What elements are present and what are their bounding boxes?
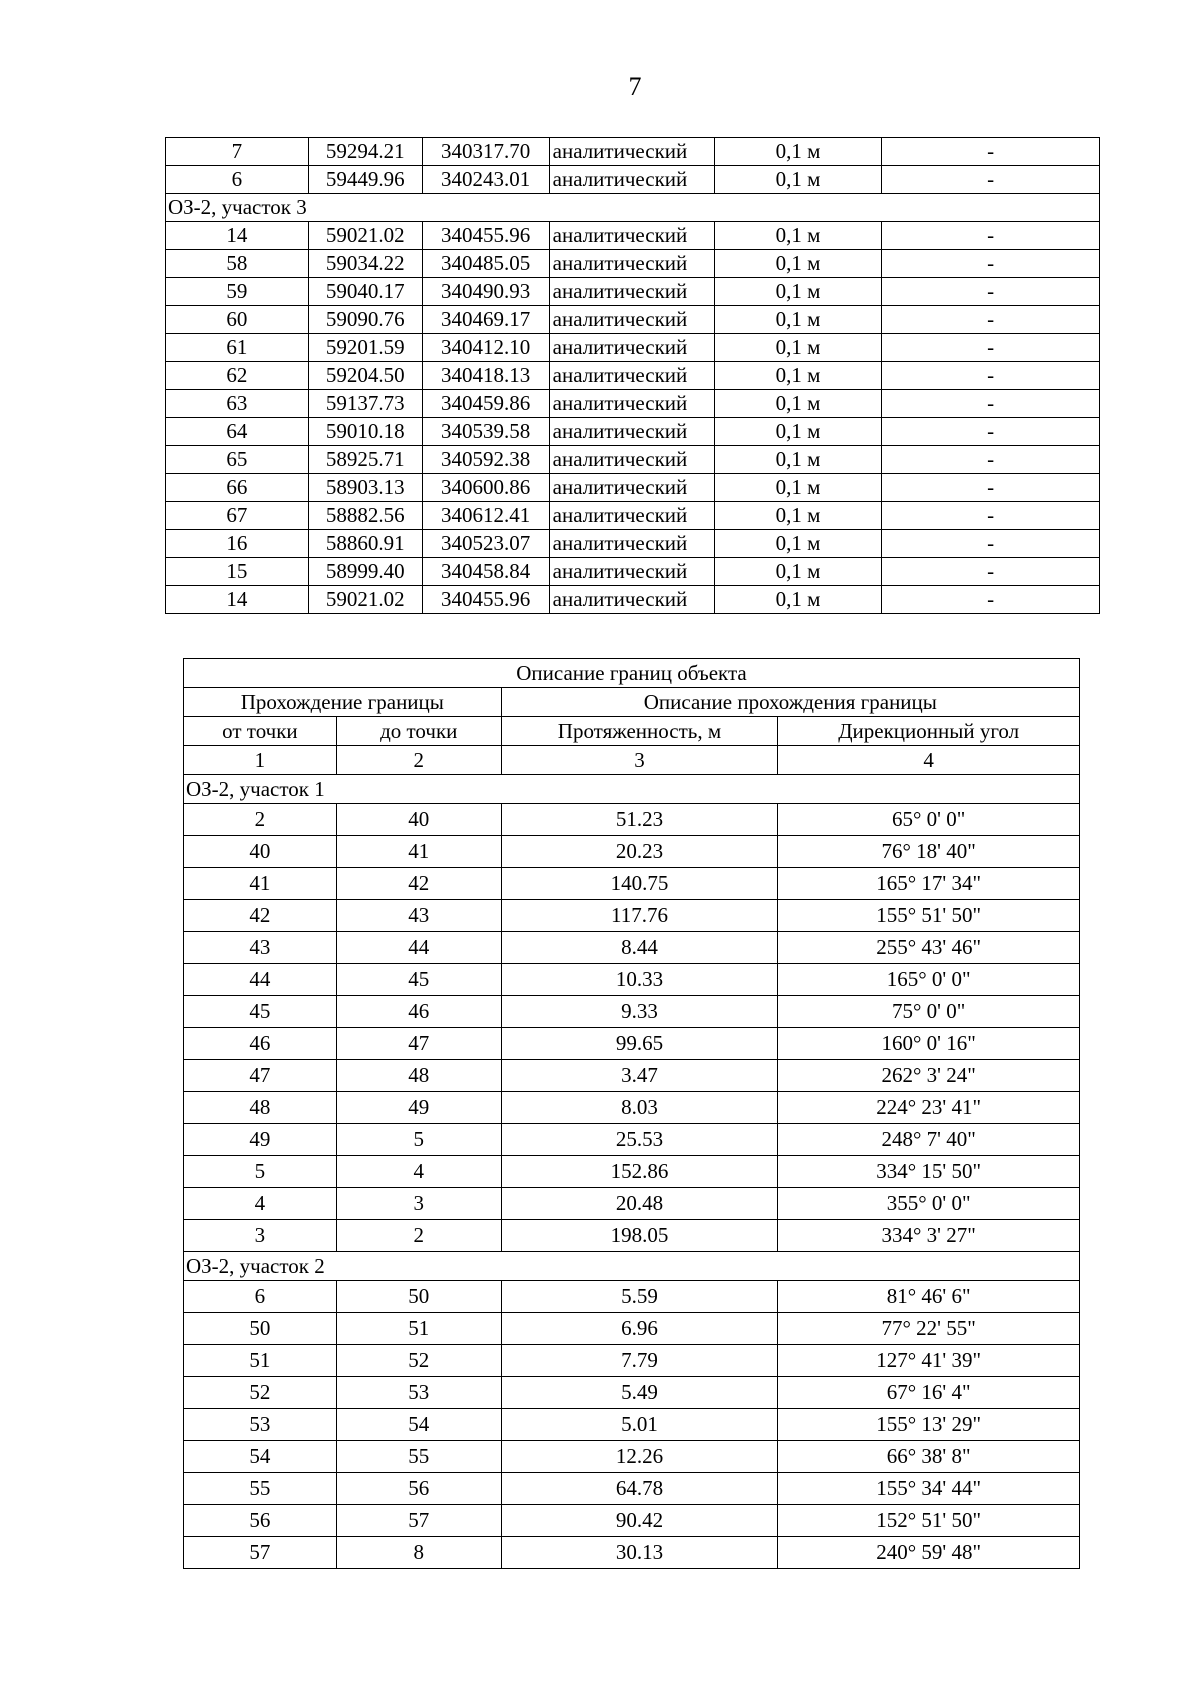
- table-row: [184, 1281, 1080, 1313]
- table-row: [184, 1313, 1080, 1345]
- point-number-cell: 15: [166, 558, 309, 586]
- table-row: [166, 250, 1100, 278]
- direction-angle-cell: 127° 41' 39": [778, 1345, 1080, 1377]
- method-cell: аналитический: [549, 222, 714, 250]
- point-number-cell: 6: [166, 166, 309, 194]
- direction-angle-cell: 155° 51' 50": [778, 900, 1080, 932]
- y-coordinate-cell: 340243.01: [422, 166, 549, 194]
- method-cell: аналитический: [549, 334, 714, 362]
- from-point-cell: 40: [184, 836, 337, 868]
- table-row: [166, 390, 1100, 418]
- x-coordinate-cell: 59449.96: [308, 166, 422, 194]
- table-row: [166, 166, 1100, 194]
- point-number-cell: 65: [166, 446, 309, 474]
- accuracy-cell: 0,1 м: [714, 502, 882, 530]
- from-point-cell: 47: [184, 1060, 337, 1092]
- from-point-cell: 42: [184, 900, 337, 932]
- column-header-from-point: от точки: [184, 717, 337, 746]
- table-row: [166, 222, 1100, 250]
- length-cell: 51.23: [501, 804, 778, 836]
- length-cell: 8.03: [501, 1092, 778, 1124]
- table-row: [184, 1156, 1080, 1188]
- coordinates-table: [165, 137, 1100, 614]
- from-point-cell: 49: [184, 1124, 337, 1156]
- y-coordinate-cell: 340418.13: [422, 362, 549, 390]
- length-cell: 12.26: [501, 1441, 778, 1473]
- direction-angle-cell: 165° 0' 0": [778, 964, 1080, 996]
- to-point-cell: 46: [336, 996, 501, 1028]
- table-row: [166, 362, 1100, 390]
- length-cell: 5.01: [501, 1409, 778, 1441]
- direction-angle-cell: 155° 34' 44": [778, 1473, 1080, 1505]
- length-cell: 152.86: [501, 1156, 778, 1188]
- length-cell: 140.75: [501, 868, 778, 900]
- from-point-cell: 52: [184, 1377, 337, 1409]
- point-number-cell: 61: [166, 334, 309, 362]
- y-coordinate-cell: 340592.38: [422, 446, 549, 474]
- description-cell: -: [882, 418, 1100, 446]
- table-row: [184, 1473, 1080, 1505]
- accuracy-cell: 0,1 м: [714, 222, 882, 250]
- length-cell: 3.47: [501, 1060, 778, 1092]
- point-number-cell: 58: [166, 250, 309, 278]
- table-row: [184, 1377, 1080, 1409]
- from-point-cell: 3: [184, 1220, 337, 1252]
- length-cell: 10.33: [501, 964, 778, 996]
- table-row: [184, 804, 1080, 836]
- table-row: [166, 334, 1100, 362]
- method-cell: аналитический: [549, 418, 714, 446]
- table-row: [166, 530, 1100, 558]
- to-point-cell: 49: [336, 1092, 501, 1124]
- accuracy-cell: 0,1 м: [714, 334, 882, 362]
- from-point-cell: 55: [184, 1473, 337, 1505]
- x-coordinate-cell: 59294.21: [308, 138, 422, 166]
- direction-angle-cell: 160° 0' 16": [778, 1028, 1080, 1060]
- description-cell: -: [882, 530, 1100, 558]
- to-point-cell: 56: [336, 1473, 501, 1505]
- table-row: [184, 1537, 1080, 1569]
- point-number-cell: 16: [166, 530, 309, 558]
- from-point-cell: 54: [184, 1441, 337, 1473]
- method-cell: аналитический: [549, 306, 714, 334]
- to-point-cell: 4: [336, 1156, 501, 1188]
- y-coordinate-cell: 340612.41: [422, 502, 549, 530]
- point-number-cell: 7: [166, 138, 309, 166]
- accuracy-cell: 0,1 м: [714, 558, 882, 586]
- accuracy-cell: 0,1 м: [714, 362, 882, 390]
- direction-angle-cell: 67° 16' 4": [778, 1377, 1080, 1409]
- length-cell: 9.33: [501, 996, 778, 1028]
- method-cell: аналитический: [549, 502, 714, 530]
- table-row: [184, 1188, 1080, 1220]
- length-cell: 8.44: [501, 932, 778, 964]
- from-point-cell: 43: [184, 932, 337, 964]
- y-coordinate-cell: 340523.07: [422, 530, 549, 558]
- direction-angle-cell: 65° 0' 0": [778, 804, 1080, 836]
- length-cell: 20.23: [501, 836, 778, 868]
- direction-angle-cell: 155° 13' 29": [778, 1409, 1080, 1441]
- to-point-cell: 5: [336, 1124, 501, 1156]
- from-point-cell: 5: [184, 1156, 337, 1188]
- table-row: [166, 586, 1100, 614]
- x-coordinate-cell: 59040.17: [308, 278, 422, 306]
- point-number-cell: 64: [166, 418, 309, 446]
- description-cell: -: [882, 138, 1100, 166]
- group-header-passage-description: Описание прохождения границы: [501, 688, 1079, 717]
- length-cell: 90.42: [501, 1505, 778, 1537]
- table-row: [184, 1028, 1080, 1060]
- length-cell: 5.59: [501, 1281, 778, 1313]
- method-cell: аналитический: [549, 250, 714, 278]
- to-point-cell: 53: [336, 1377, 501, 1409]
- x-coordinate-cell: 59201.59: [308, 334, 422, 362]
- accuracy-cell: 0,1 м: [714, 278, 882, 306]
- section-label: ОЗ-2, участок 1: [184, 775, 1080, 804]
- method-cell: аналитический: [549, 586, 714, 614]
- direction-angle-cell: 262° 3' 24": [778, 1060, 1080, 1092]
- point-number-cell: 63: [166, 390, 309, 418]
- y-coordinate-cell: 340455.96: [422, 222, 549, 250]
- table-title: Описание границ объекта: [184, 659, 1080, 688]
- section-label: ОЗ-2, участок 3: [166, 194, 1100, 222]
- table-row: [166, 138, 1100, 166]
- x-coordinate-cell: 59010.18: [308, 418, 422, 446]
- to-point-cell: 47: [336, 1028, 501, 1060]
- to-point-cell: 54: [336, 1409, 501, 1441]
- table-row: [184, 1124, 1080, 1156]
- length-cell: 117.76: [501, 900, 778, 932]
- length-cell: 198.05: [501, 1220, 778, 1252]
- from-point-cell: 6: [184, 1281, 337, 1313]
- accuracy-cell: 0,1 м: [714, 390, 882, 418]
- column-number: 3: [501, 746, 778, 775]
- column-header-direction-angle: Дирекционный угол: [778, 717, 1080, 746]
- from-point-cell: 41: [184, 868, 337, 900]
- x-coordinate-cell: 58925.71: [308, 446, 422, 474]
- point-number-cell: 66: [166, 474, 309, 502]
- x-coordinate-cell: 59021.02: [308, 222, 422, 250]
- direction-angle-cell: 76° 18' 40": [778, 836, 1080, 868]
- x-coordinate-cell: 58999.40: [308, 558, 422, 586]
- to-point-cell: 40: [336, 804, 501, 836]
- table-row: [166, 418, 1100, 446]
- table-row: [166, 558, 1100, 586]
- point-number-cell: 14: [166, 586, 309, 614]
- accuracy-cell: 0,1 м: [714, 418, 882, 446]
- point-number-cell: 59: [166, 278, 309, 306]
- from-point-cell: 48: [184, 1092, 337, 1124]
- table-row: [166, 474, 1100, 502]
- x-coordinate-cell: 59137.73: [308, 390, 422, 418]
- column-number: 1: [184, 746, 337, 775]
- column-number: 4: [778, 746, 1080, 775]
- to-point-cell: 50: [336, 1281, 501, 1313]
- direction-angle-cell: 248° 7' 40": [778, 1124, 1080, 1156]
- x-coordinate-cell: 59034.22: [308, 250, 422, 278]
- table-row: [184, 1092, 1080, 1124]
- table-row: [184, 932, 1080, 964]
- x-coordinate-cell: 58882.56: [308, 502, 422, 530]
- x-coordinate-cell: 58903.13: [308, 474, 422, 502]
- from-point-cell: 4: [184, 1188, 337, 1220]
- from-point-cell: 57: [184, 1537, 337, 1569]
- length-cell: 64.78: [501, 1473, 778, 1505]
- method-cell: аналитический: [549, 530, 714, 558]
- table-row: [184, 1441, 1080, 1473]
- y-coordinate-cell: 340485.05: [422, 250, 549, 278]
- accuracy-cell: 0,1 м: [714, 250, 882, 278]
- x-coordinate-cell: 59090.76: [308, 306, 422, 334]
- direction-angle-cell: 66° 38' 8": [778, 1441, 1080, 1473]
- column-header-to-point: до точки: [336, 717, 501, 746]
- description-cell: -: [882, 586, 1100, 614]
- description-cell: -: [882, 306, 1100, 334]
- point-number-cell: 14: [166, 222, 309, 250]
- accuracy-cell: 0,1 м: [714, 306, 882, 334]
- description-cell: -: [882, 362, 1100, 390]
- table-row: [184, 868, 1080, 900]
- accuracy-cell: 0,1 м: [714, 530, 882, 558]
- x-coordinate-cell: 59021.02: [308, 586, 422, 614]
- to-point-cell: 43: [336, 900, 501, 932]
- from-point-cell: 45: [184, 996, 337, 1028]
- point-number-cell: 62: [166, 362, 309, 390]
- column-header-length: Протяженность, м: [501, 717, 778, 746]
- to-point-cell: 41: [336, 836, 501, 868]
- description-cell: -: [882, 502, 1100, 530]
- y-coordinate-cell: 340600.86: [422, 474, 549, 502]
- x-coordinate-cell: 58860.91: [308, 530, 422, 558]
- length-cell: 25.53: [501, 1124, 778, 1156]
- direction-angle-cell: 240° 59' 48": [778, 1537, 1080, 1569]
- accuracy-cell: 0,1 м: [714, 166, 882, 194]
- length-cell: 30.13: [501, 1537, 778, 1569]
- accuracy-cell: 0,1 м: [714, 446, 882, 474]
- column-number: 2: [336, 746, 501, 775]
- method-cell: аналитический: [549, 446, 714, 474]
- table-row: [184, 1220, 1080, 1252]
- to-point-cell: 42: [336, 868, 501, 900]
- from-point-cell: 46: [184, 1028, 337, 1060]
- to-point-cell: 3: [336, 1188, 501, 1220]
- table-row: [184, 996, 1080, 1028]
- method-cell: аналитический: [549, 278, 714, 306]
- to-point-cell: 44: [336, 932, 501, 964]
- table-row: [184, 1060, 1080, 1092]
- description-cell: -: [882, 278, 1100, 306]
- section-row: [166, 194, 1100, 222]
- table-row: [184, 1345, 1080, 1377]
- direction-angle-cell: 334° 15' 50": [778, 1156, 1080, 1188]
- from-point-cell: 51: [184, 1345, 337, 1377]
- direction-angle-cell: 355° 0' 0": [778, 1188, 1080, 1220]
- table-row: [184, 836, 1080, 868]
- description-cell: -: [882, 222, 1100, 250]
- y-coordinate-cell: 340458.84: [422, 558, 549, 586]
- group-header-boundary-passage: Прохождение границы: [184, 688, 502, 717]
- direction-angle-cell: 81° 46' 6": [778, 1281, 1080, 1313]
- direction-angle-cell: 75° 0' 0": [778, 996, 1080, 1028]
- column-header-row: [184, 717, 1080, 746]
- table-row: [184, 1505, 1080, 1537]
- table-row: [184, 900, 1080, 932]
- to-point-cell: 8: [336, 1537, 501, 1569]
- description-cell: -: [882, 446, 1100, 474]
- y-coordinate-cell: 340490.93: [422, 278, 549, 306]
- to-point-cell: 55: [336, 1441, 501, 1473]
- method-cell: аналитический: [549, 166, 714, 194]
- table-row: [184, 1409, 1080, 1441]
- length-cell: 5.49: [501, 1377, 778, 1409]
- table-row: [166, 502, 1100, 530]
- table-row: [166, 278, 1100, 306]
- description-cell: -: [882, 166, 1100, 194]
- length-cell: 99.65: [501, 1028, 778, 1060]
- direction-angle-cell: 334° 3' 27": [778, 1220, 1080, 1252]
- from-point-cell: 2: [184, 804, 337, 836]
- to-point-cell: 45: [336, 964, 501, 996]
- length-cell: 7.79: [501, 1345, 778, 1377]
- direction-angle-cell: 255° 43' 46": [778, 932, 1080, 964]
- boundary-description-table: [183, 658, 1080, 1569]
- description-cell: -: [882, 390, 1100, 418]
- description-cell: -: [882, 558, 1100, 586]
- to-point-cell: 2: [336, 1220, 501, 1252]
- from-point-cell: 53: [184, 1409, 337, 1441]
- section-row: [184, 1252, 1080, 1281]
- section-row: [184, 775, 1080, 804]
- direction-angle-cell: 224° 23' 41": [778, 1092, 1080, 1124]
- accuracy-cell: 0,1 м: [714, 138, 882, 166]
- to-point-cell: 51: [336, 1313, 501, 1345]
- direction-angle-cell: 77° 22' 55": [778, 1313, 1080, 1345]
- y-coordinate-cell: 340459.86: [422, 390, 549, 418]
- description-cell: -: [882, 334, 1100, 362]
- method-cell: аналитический: [549, 474, 714, 502]
- y-coordinate-cell: 340455.96: [422, 586, 549, 614]
- length-cell: 20.48: [501, 1188, 778, 1220]
- direction-angle-cell: 165° 17' 34": [778, 868, 1080, 900]
- group-header-row: [184, 688, 1080, 717]
- x-coordinate-cell: 59204.50: [308, 362, 422, 390]
- point-number-cell: 67: [166, 502, 309, 530]
- method-cell: аналитический: [549, 362, 714, 390]
- y-coordinate-cell: 340412.10: [422, 334, 549, 362]
- section-label: ОЗ-2, участок 2: [184, 1252, 1080, 1281]
- length-cell: 6.96: [501, 1313, 778, 1345]
- accuracy-cell: 0,1 м: [714, 586, 882, 614]
- method-cell: аналитический: [549, 390, 714, 418]
- method-cell: аналитический: [549, 558, 714, 586]
- accuracy-cell: 0,1 м: [714, 474, 882, 502]
- to-point-cell: 48: [336, 1060, 501, 1092]
- direction-angle-cell: 152° 51' 50": [778, 1505, 1080, 1537]
- description-cell: -: [882, 474, 1100, 502]
- method-cell: аналитический: [549, 138, 714, 166]
- y-coordinate-cell: 340317.70: [422, 138, 549, 166]
- description-cell: -: [882, 250, 1100, 278]
- from-point-cell: 50: [184, 1313, 337, 1345]
- to-point-cell: 57: [336, 1505, 501, 1537]
- y-coordinate-cell: 340539.58: [422, 418, 549, 446]
- table-row: [184, 964, 1080, 996]
- y-coordinate-cell: 340469.17: [422, 306, 549, 334]
- table-row: [166, 306, 1100, 334]
- column-number-row: [184, 746, 1080, 775]
- point-number-cell: 60: [166, 306, 309, 334]
- table-row: [166, 446, 1100, 474]
- from-point-cell: 56: [184, 1505, 337, 1537]
- table-title-row: [184, 659, 1080, 688]
- page-number: 7: [628, 72, 642, 101]
- to-point-cell: 52: [336, 1345, 501, 1377]
- from-point-cell: 44: [184, 964, 337, 996]
